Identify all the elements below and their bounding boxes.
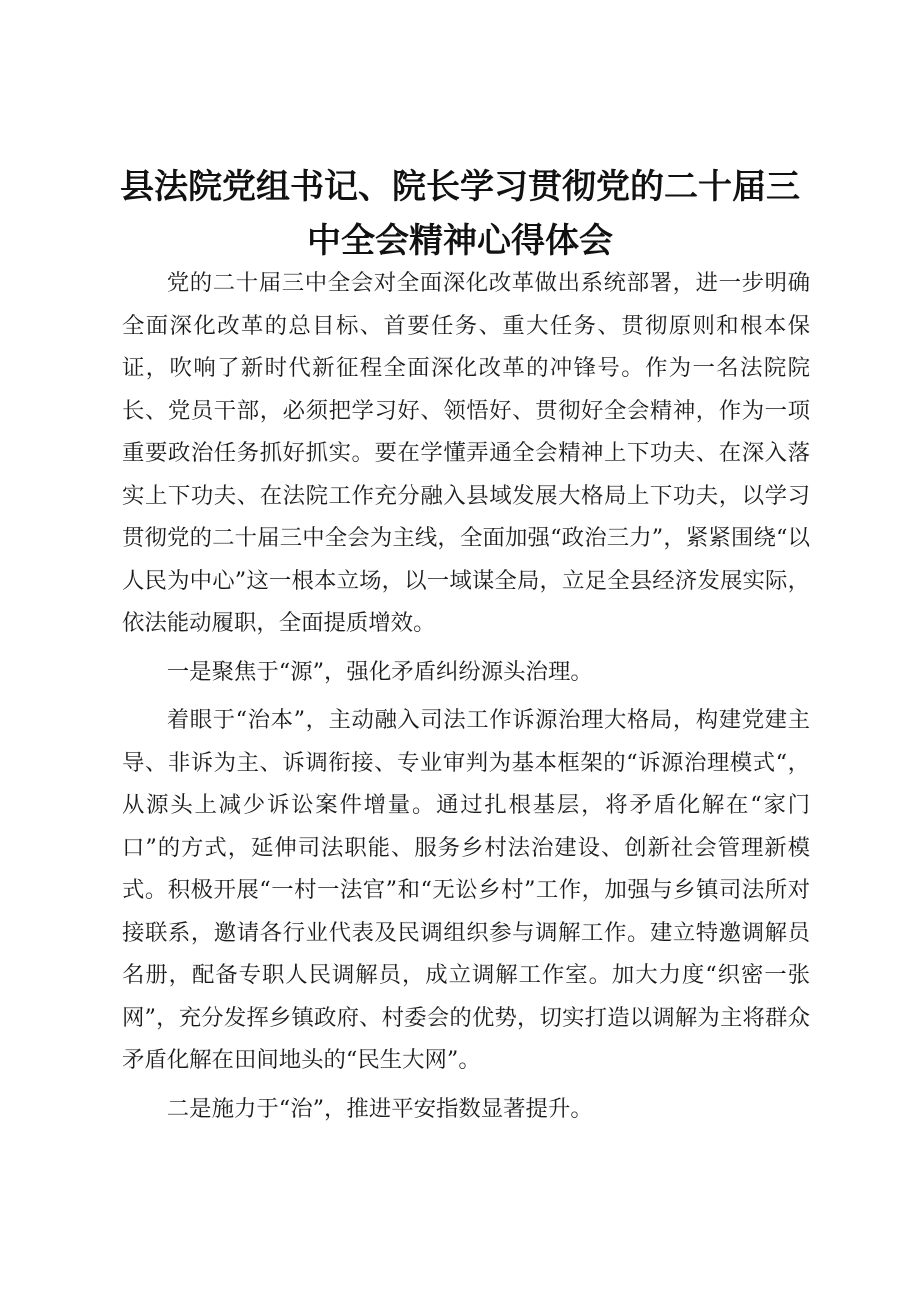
- intro-paragraph: 党的二十届三中全会对全面深化改革做出系统部署，进一步明确全面深化改革的总目标、首要任务、重大任务、贯彻原则和根本保证，吹响了新时代新征程全面深化改革的冲锋号。作为一名法院院长、党员干部，必须把学习好、领悟好、贯彻好全会精神，作为一项重要政治任务抓好抓实。要在学懂弄通全会精神上下功夫、在深入落实上下功夫、在法院工作充分融入县域发展大格局上下功夫，以学习贯彻党的二十届三中全会为主线，全面加强“政治三力”，紧紧围绕“以人民为中心”这一根本立场，以一域谋全局，立足全县经济发展实际，依法能动履职，全面提质增效。: [122, 270, 810, 636]
- title-line-2: 中全会精神心得体会: [307, 221, 613, 261]
- section-heading-2: 二是施力于“治”，推进平安指数显著提升。: [166, 1095, 593, 1122]
- section-heading-1: 一是聚焦于“源”，强化矛盾纠纷源头治理。: [166, 658, 593, 685]
- title-line-1: 县法院党组书记、院长学习贯彻党的二十届三: [120, 167, 800, 207]
- section-1-paragraph: 着眼于“治本”，主动融入司法工作诉源治理大格局，构建党建主导、非诉为主、诉调衔接、专业审判为基本框架的“诉源治理模式“，从源头上减少诉讼案件增量。通过扎根基层，将矛盾化解在“家门口”的方式，延伸司法职能、服务乡村法治建设、创新社会管理新模式。积极开展“一村一法官”和“无讼乡村”工作，加强与乡镇司法所对接联系，邀请各行业代表及民调组织参与调解工作。建立特邀调解员名册，配备专职人民调解员，成立调解工作室。加大力度“织密一张网”，充分发挥乡镇政府、村委会的优势，切实打造以调解为主将群众矛盾化解在田间地头的“民生大网”。: [122, 707, 810, 1073]
- document-title: [100, 160, 820, 268]
- document-body: [122, 262, 810, 1136]
